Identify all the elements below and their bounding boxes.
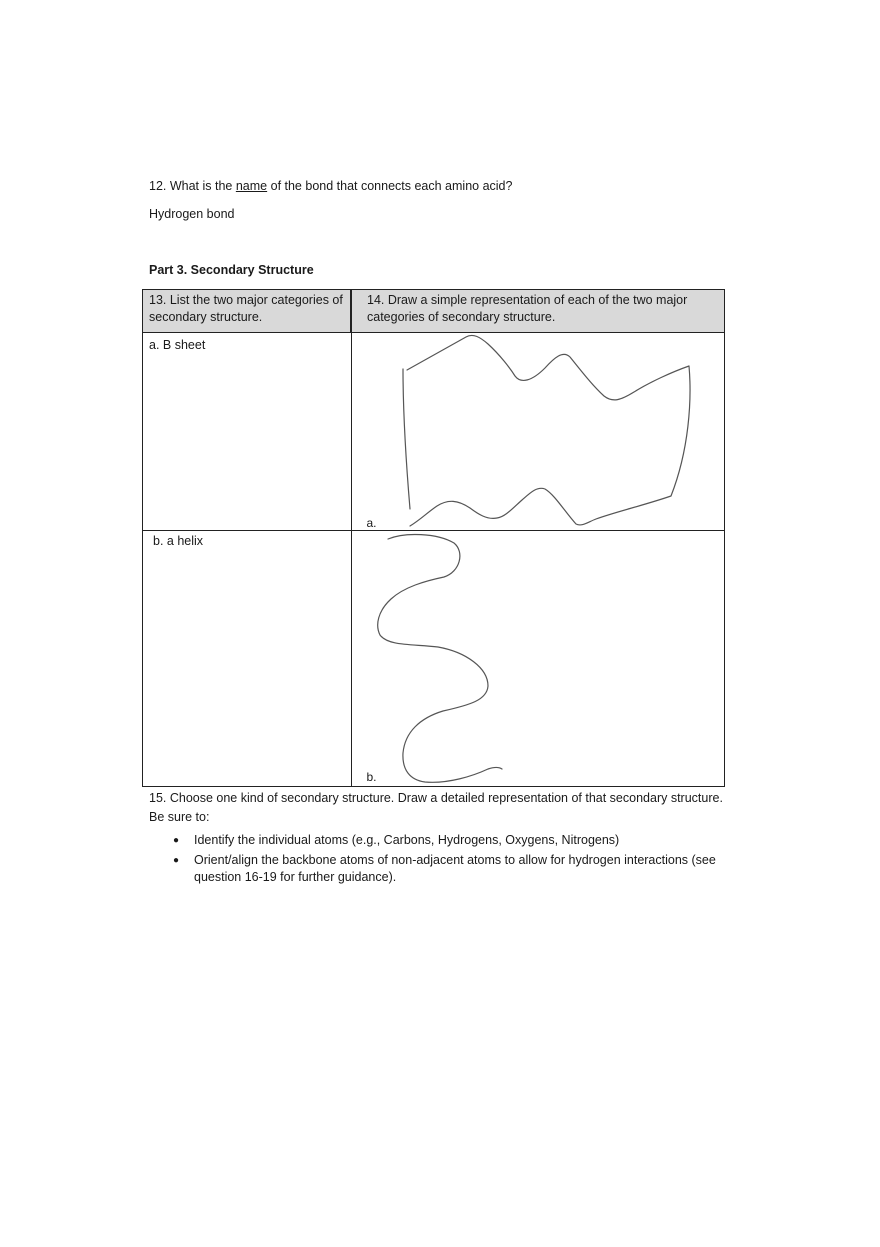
list-item	[170, 832, 730, 849]
header-cell-13	[143, 290, 352, 333]
row-a-label: a.	[366, 516, 377, 530]
question-12	[149, 179, 512, 193]
row-a-answer-cell	[143, 333, 352, 531]
bullet-icon: ●	[173, 835, 180, 846]
q12-underlined-word: name	[235, 179, 268, 193]
list-item	[170, 852, 730, 886]
q15-bullet-list	[170, 832, 730, 889]
bullet-icon: ●	[173, 855, 180, 866]
header-13-text: 13. List the two major categories of secondary structure.	[149, 293, 343, 324]
table-header-row	[143, 290, 725, 333]
part3-heading: Part 3. Secondary Structure	[149, 263, 314, 277]
q12-answer: Hydrogen bond	[149, 207, 235, 221]
table-row	[143, 333, 725, 531]
header-cell-14	[351, 290, 725, 333]
header-14-text: 14. Draw a simple representation of each of the two major categories of secondary structure.	[367, 293, 688, 324]
table-row	[143, 531, 725, 787]
q12-suffix: of the bond that connects each amino acid?	[267, 179, 513, 193]
q12-prefix: 12. What is the	[149, 179, 236, 193]
row-a-text: a. B sheet	[149, 338, 206, 352]
row-b-text: b. a helix	[153, 534, 204, 548]
row-b-label: b.	[366, 770, 377, 784]
question-15: 15. Choose one kind of secondary structure. Draw a detailed representation of that secondary structure. Be sure to:	[149, 791, 723, 824]
row-b-drawing-cell	[351, 531, 725, 787]
row-b-answer-cell	[143, 531, 352, 787]
bullet-text: Identify the individual atoms (e.g., Carbons, Hydrogens, Oxygens, Nitrogens)	[194, 833, 620, 847]
bullet-text: Orient/align the backbone atoms of non-adjacent atoms to allow for hydrogen interactions (see question 16-19 for further guidance).	[194, 853, 716, 884]
row-a-drawing-cell	[351, 333, 725, 531]
secondary-structure-table	[142, 289, 725, 787]
